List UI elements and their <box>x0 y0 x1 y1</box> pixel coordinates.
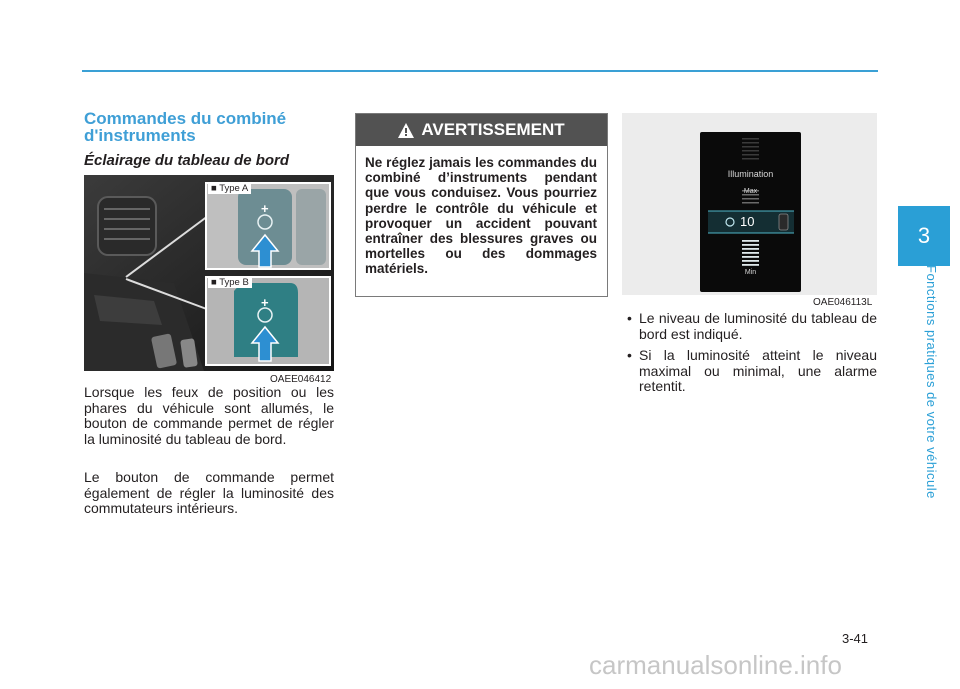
dashboard-illustration <box>84 175 334 371</box>
cluster-screen <box>700 132 801 292</box>
bullet-item <box>625 348 877 395</box>
bullet-icon: • <box>627 347 632 363</box>
figure-code-right: OAE046113L <box>813 297 873 308</box>
bullet-text: Si la luminosité atteint le niveau maximal ou minimal, une alarme retentit. <box>639 347 877 394</box>
type-a-label: ■ Type A <box>208 183 251 194</box>
page-number: 3-41 <box>842 631 869 646</box>
max-label: Max <box>743 188 758 195</box>
warning-header <box>356 114 607 146</box>
inset-type-b <box>206 277 330 365</box>
top-rule <box>82 70 878 72</box>
figure-code-left: OAEE046412 <box>270 374 332 385</box>
plus-sign-a: + <box>261 201 269 216</box>
warning-triangle-icon <box>398 123 414 138</box>
illumination-screen-figure <box>622 113 877 295</box>
level-value: 10 <box>740 214 755 229</box>
type-b-text: Type B <box>219 277 249 288</box>
paragraph-1: Lorsque les feux de position ou les phares du véhicule sont allumés, le bouton de commande permet de régler la luminosité du tableau de bord. <box>84 384 334 447</box>
paragraph-2: Le bouton de commande permet également de régler la luminosité des commutateurs intérieurs. <box>84 469 334 516</box>
air-vent <box>98 197 156 255</box>
min-label: Min <box>744 269 757 276</box>
section-title: Commandes du combiné d'instruments <box>84 109 287 145</box>
bullet-text: Le niveau de luminosité du tableau de bord est indiqué. <box>639 310 877 342</box>
warning-box <box>355 113 608 297</box>
screen-title: Illumination <box>727 169 774 179</box>
bullet-list <box>625 311 877 401</box>
section-subtitle: Éclairage du tableau de bord <box>84 152 290 169</box>
type-b-label: ■ Type B <box>208 277 252 288</box>
chapter-tab: 3 <box>898 206 950 266</box>
type-a-text: Type A <box>219 183 249 194</box>
warning-text: Ne réglez jamais les commandes du combiné d’instruments pendant que vous conduisez. Vous pourriez perdre le contrôle du véhicule et provoquer un accident pouvant entraîner des blessures graves ou mortelles ou des dommages matériels. <box>365 155 597 277</box>
bullet-item <box>625 311 877 342</box>
chapter-title: Fonctions pratiques de votre véhicule <box>924 265 939 499</box>
dashboard-drawing <box>84 175 334 371</box>
watermark: carmanualsonline.info <box>589 650 842 680</box>
inset-type-a <box>206 183 330 269</box>
illumination-gauge <box>700 132 801 292</box>
warning-title: AVERTISSEMENT <box>421 120 565 139</box>
plus-sign-b: + <box>261 295 269 310</box>
bullet-icon: • <box>627 310 632 326</box>
